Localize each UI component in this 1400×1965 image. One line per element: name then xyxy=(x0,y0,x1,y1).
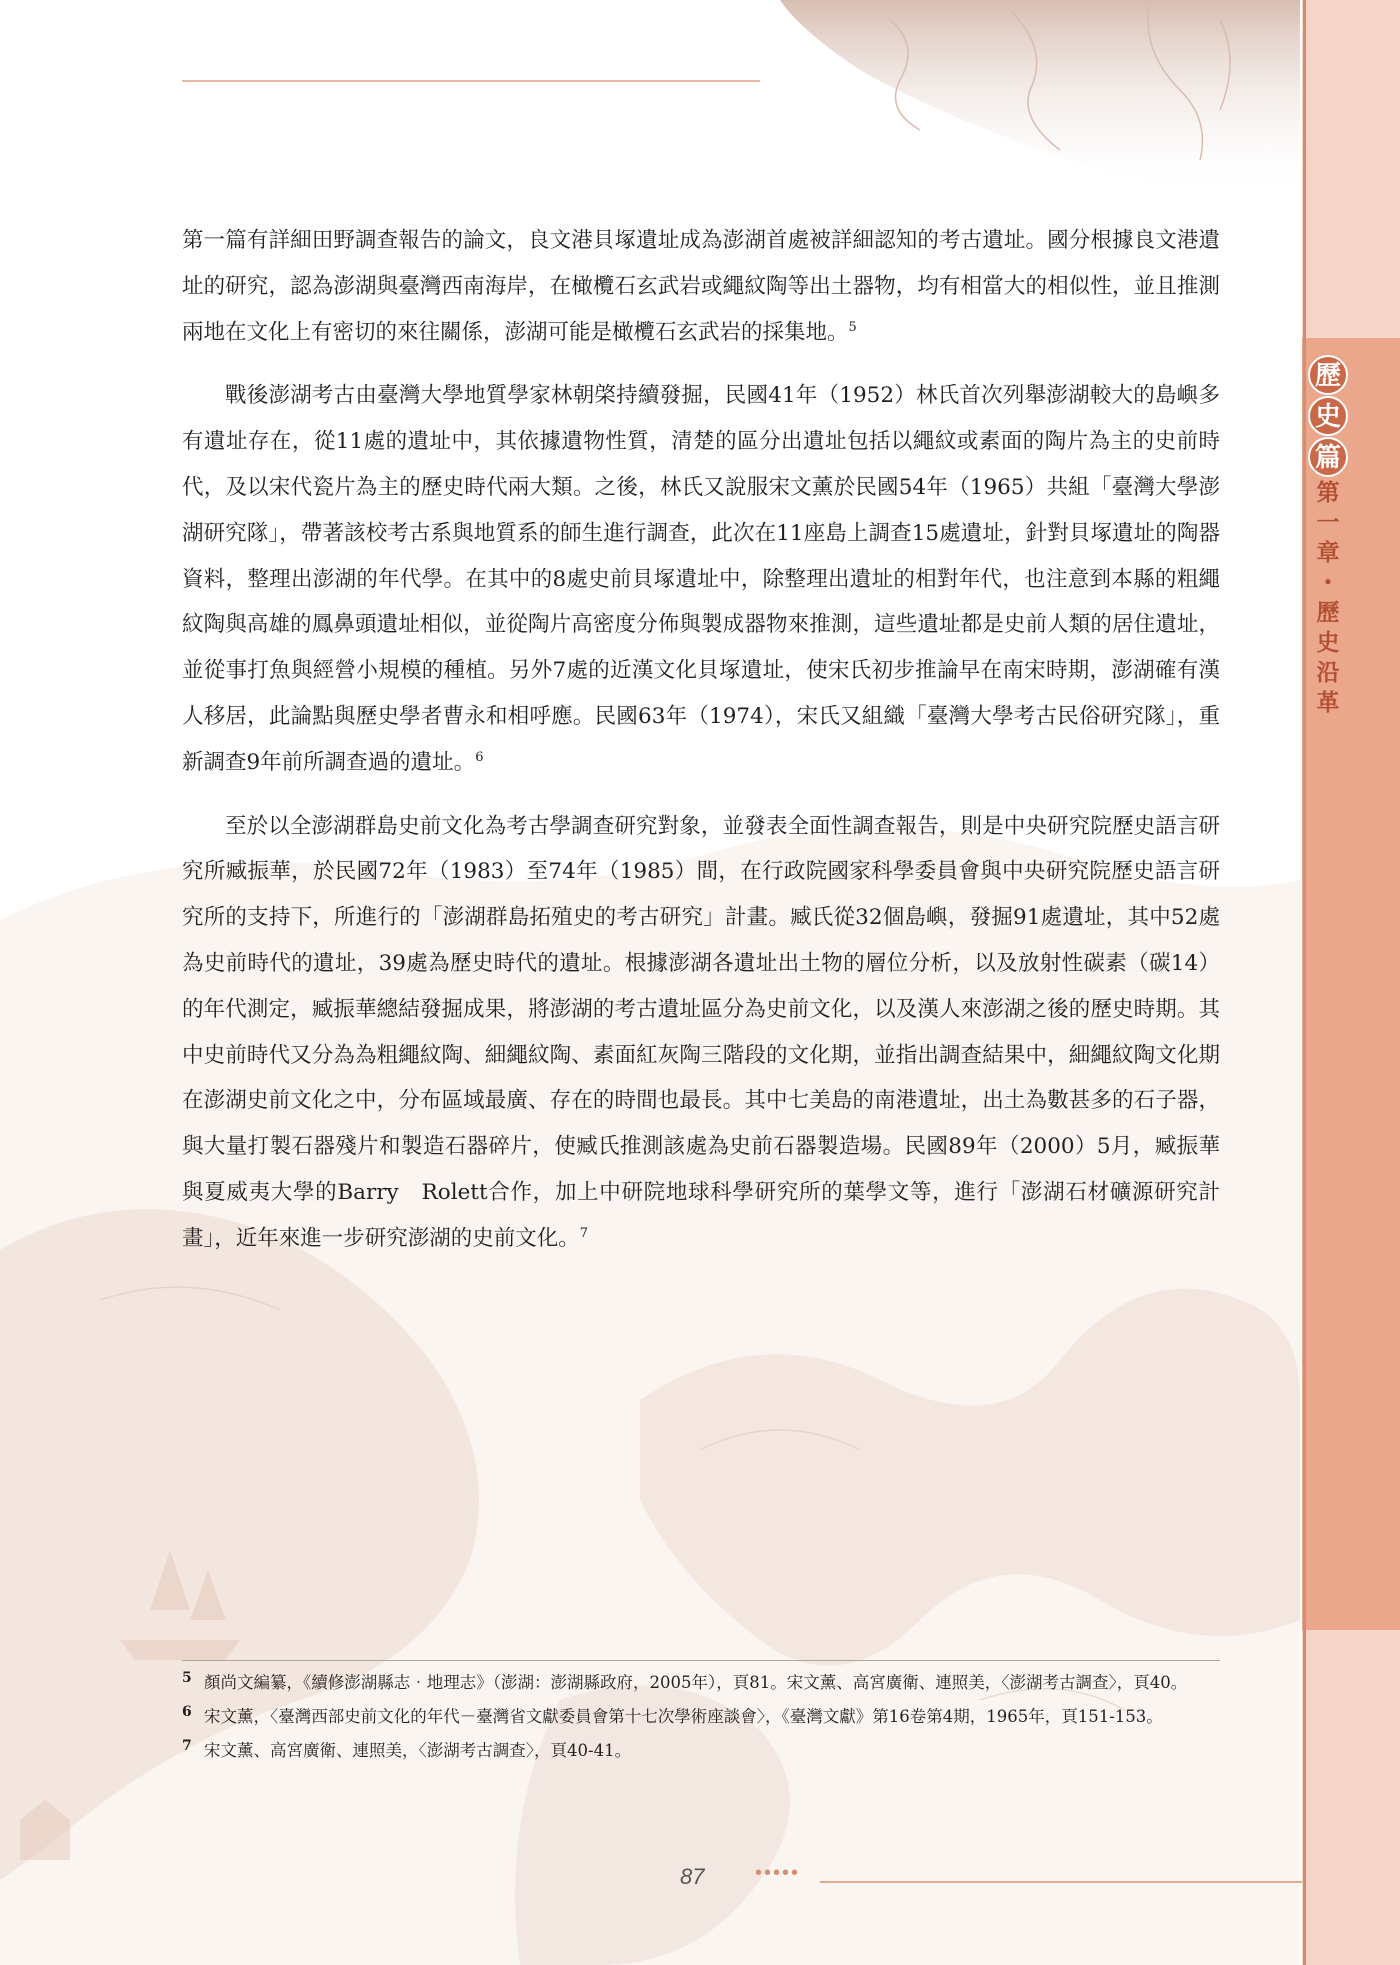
paragraph-1 xyxy=(182,218,1220,355)
footnote-text: 宋文薰、高宮廣衛、連照美，〈澎湖考古調查〉，頁40-41。 xyxy=(204,1741,632,1760)
chapter-char: 史 xyxy=(1316,629,1340,656)
page-number: 87 xyxy=(680,1864,705,1889)
chapter-char: ・ xyxy=(1316,569,1340,596)
footer-rule xyxy=(820,1881,1302,1883)
footnote-text: 宋文薰，〈臺灣西部史前文化的年代－臺灣省文獻委員會第十七次學術座談會〉，《臺灣文獻》第16卷第4期，1965年，頁151-153。 xyxy=(204,1707,1163,1726)
footnote-5 xyxy=(182,1668,1220,1697)
page-number-dots: ••••• xyxy=(755,1862,801,1884)
main-body-text xyxy=(182,218,1220,1280)
footnote-number: 6 xyxy=(182,1704,192,1720)
chapter-char: 第 xyxy=(1316,479,1340,506)
footnotes xyxy=(182,1668,1220,1770)
paragraph-2 xyxy=(182,373,1220,785)
section-circle-2: 史 xyxy=(1308,396,1348,436)
side-tab-divider xyxy=(1303,0,1306,1965)
footnote-ref-5: 5 xyxy=(848,319,857,335)
paragraph-2-text: 戰後澎湖考古由臺灣大學地質學家林朝棨持續發掘，民國41年（1952）林氏首次列舉澎湖較大的島嶼多有遺址存在，從11處的遺址中，其依據遺物性質，清楚的區分出遺址包括以繩紋或素面的陶片為主的史前時代，及以宋代瓷片為主的歷史時代兩大類。之後，林氏又說服宋文薰於民國54年（1965）共組「臺灣大學澎湖研究隊」，帶著該校考古系與地質系的師生進行調查，此次在11座島上調查15處遺址，針對貝塚遺址的陶器資料，整理出澎湖的年代學。在其中的8處史前貝塚遺址中，除整理出遺址的相對年代，也注意到本縣的粗繩紋陶與高雄的鳳鼻頭遺址相似，並從陶片高密度分佈與製成器物來推測，這些遺址都是史前人類的居住遺址，並從事打魚與經營小規模的種植。另外7處的近漢文化貝塚遺址，使宋氏初步推論早在南宋時期，澎湖確有漢人移居，此論點與歷史學者曹永和相呼應。民國63年（1974），宋氏又組織「臺灣大學考古民俗研究隊」，重新調查9年前所調查過的遺址。 xyxy=(182,383,1220,775)
footnote-7 xyxy=(182,1736,1220,1765)
section-circle-1: 歷 xyxy=(1308,355,1348,395)
header-rule xyxy=(182,80,760,82)
footnote-ref-6: 6 xyxy=(475,749,484,765)
footnote-6 xyxy=(182,1702,1220,1731)
paragraph-3-text: 至於以全澎湖群島史前文化為考古學調查研究對象，並發表全面性調查報告，則是中央研究院歷史語言研究所臧振華，於民國72年（1983）至74年（1985）間，在行政院國家科學委員會與中央研究院歷史語言研究所的支持下，所進行的「澎湖群島拓殖史的考古研究」計畫。臧氏從32個島嶼，發掘91處遺址，其中52處為史前時代的遺址，39處為歷史時代的遺址。根據澎湖各遺址出土物的層位分析，以及放射性碳素（碳14）的年代測定，臧振華總結發掘成果，將澎湖的考古遺址區分為史前文化，以及漢人來澎湖之後的歷史時期。其中史前時代又分為為粗繩紋陶、細繩紋陶、素面紅灰陶三階段的文化期，並指出調查結果中，細繩紋陶文化期在澎湖史前文化之中，分布區域最廣、存在的時間也最長。其中七美島的南港遺址，出土為數甚多的石子器，與大量打製石器殘片和製造石器碎片，使臧氏推測該處為史前石器製造場。民國89年（2000）5月，臧振華與夏威夷大學的Barry Rolett合作，加上中研院地球科學研究所的葉學文等，進行「澎湖石材礦源研究計畫」，近年來進一步研究澎湖的史前文化。 xyxy=(182,813,1220,1251)
chapter-char: 一 xyxy=(1316,509,1340,536)
chapter-char: 革 xyxy=(1316,689,1340,716)
section-circle-3: 篇 xyxy=(1308,437,1348,477)
chapter-char: 沿 xyxy=(1316,659,1340,686)
chapter-vertical-title xyxy=(1312,478,1344,718)
chapter-char: 歷 xyxy=(1316,599,1340,626)
footnote-number: 5 xyxy=(182,1670,192,1686)
footnote-ref-7: 7 xyxy=(579,1225,589,1241)
footnote-divider xyxy=(182,1660,1220,1661)
paragraph-3 xyxy=(182,804,1220,1262)
chapter-char: 章 xyxy=(1316,539,1340,566)
footnote-text: 顏尚文編纂，《續修澎湖縣志‧地理志》（澎湖：澎湖縣政府，2005年），頁81。宋文薰、高宮廣衛、連照美，〈澎湖考古調查〉，頁40。 xyxy=(204,1673,1188,1692)
footnote-number: 7 xyxy=(182,1738,192,1754)
paragraph-1-text: 第一篇有詳細田野調查報告的論文，良文港貝塚遺址成為澎湖首處被詳細認知的考古遺址。國分根據良文港遺址的研究，認為澎湖與臺灣西南海岸，在橄欖石玄武岩或繩紋陶等出土器物，均有相當大的相似性，並且推測兩地在文化上有密切的來往關係，澎湖可能是橄欖石玄武岩的採集地。 xyxy=(182,228,1220,345)
